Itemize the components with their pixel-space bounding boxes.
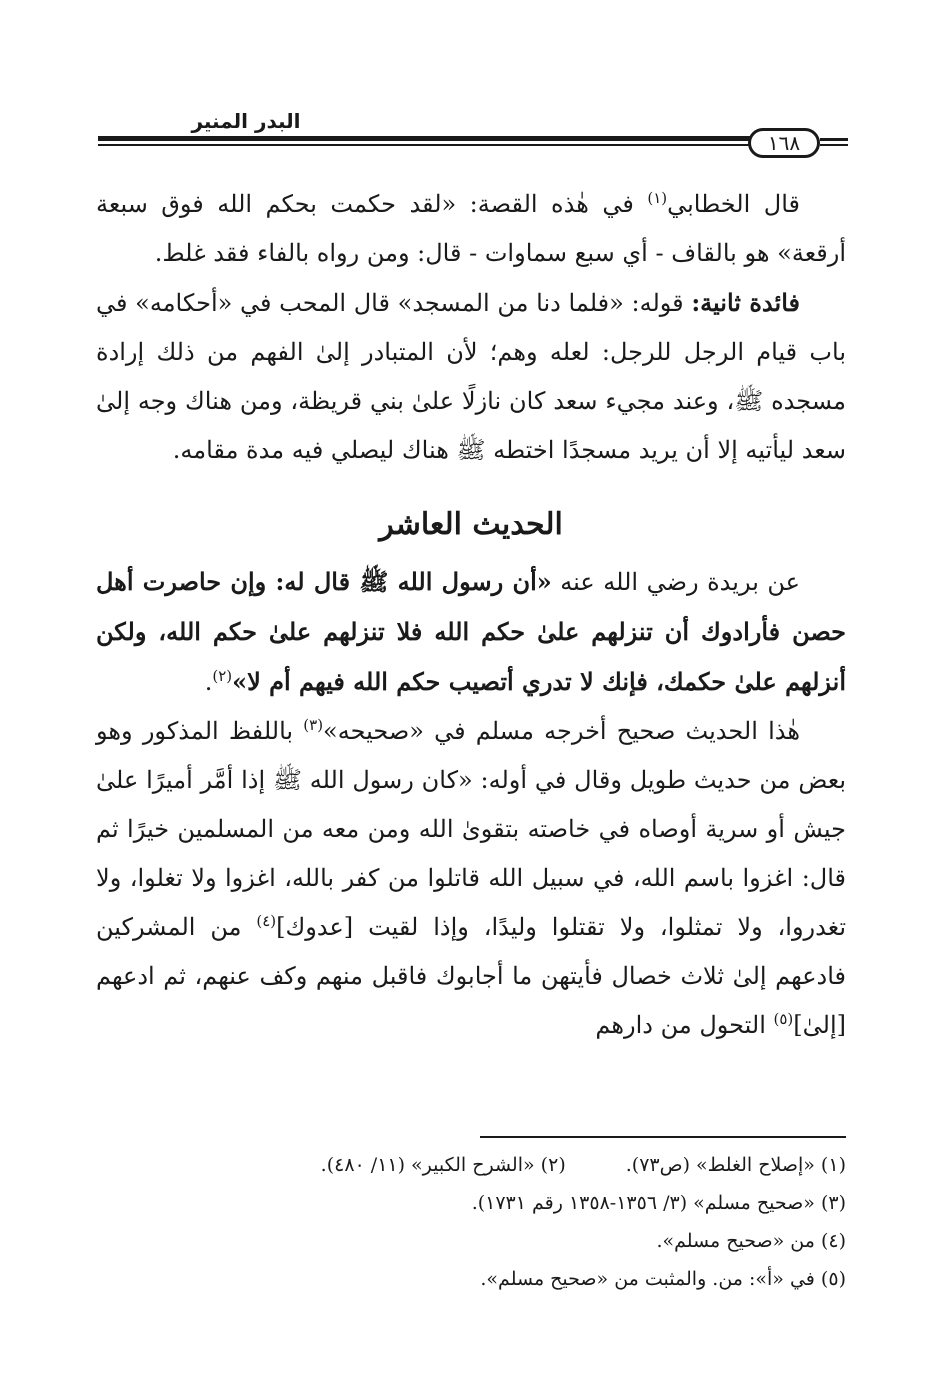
text-segment: باللفظ المذكور وهو بعض من حديث طويل وقال في أوله: «كان رسول الله ﷺ إذا أمَّر أميرًا علىٰ جيش أو سرية أوصاه في خاصته بتقوىٰ الله ومن معه من المسلمين خيرًا ثم قال: اغزوا باسم الله، في سبيل الله قاتلوا من كفر بالله، اغزوا ولا تغلوا، ولا تغدروا، ولا تمثلوا، ولا تقتلوا وليدًا، وإذا لقيت [عدوك] xyxy=(96,717,847,941)
footnote-ref: (٢) xyxy=(212,667,233,685)
text-segment: قال الخطابي xyxy=(667,190,800,218)
text-segment: قوله: «فلما دنا من المسجد» قال المحب في «أحكامه» في باب قيام الرجل للرجل: لعله وهم؛ لأن المتبادر إلىٰ الفهم من ذلك إرادة مسجده ﷺ، وعند مجيء سعد كان نازلًا علىٰ بني قريظة، ومن هناك وجه إلىٰ سعد ليأتيه إلا أن يريد مسجدًا اختطه ﷺ هناك ليصلي فيه مدة مقامه. xyxy=(96,289,846,464)
footnote-ref: (١) xyxy=(647,189,668,207)
footnote-ref: (٣) xyxy=(303,716,324,734)
page-number: ١٦٨ xyxy=(748,128,820,158)
footnote-row xyxy=(96,1146,846,1184)
footnote-2: (٢) «الشرح الكبير» (١١/ ٤٨٠). xyxy=(320,1154,566,1176)
footnote-1: (١) «إصلاح الغلط» (ص٧٣). xyxy=(625,1154,846,1176)
footnote-5: (٥) في «أ»: من. والمثبت من «صحيح مسلم». xyxy=(480,1268,846,1290)
text-segment: عن بريدة رضي الله عنه xyxy=(551,568,801,596)
header-rule-tail xyxy=(820,138,848,141)
footnote-ref: (٥) xyxy=(773,1010,794,1028)
benefit-label: فائدة ثانية: xyxy=(691,288,800,317)
paragraph-hadith xyxy=(96,557,846,707)
header-rule xyxy=(98,136,750,141)
text-segment: . xyxy=(204,668,213,696)
paragraph-khattabi xyxy=(96,180,846,278)
main-text xyxy=(96,180,846,1050)
text-segment: في هٰذه القصة: «لقد حكمت بحكم الله فوق سبعة أرقعة» هو بالقاف - أي سبع سماوات - قال: ومن رواه بالفاء فقد غلط. xyxy=(96,190,846,267)
running-title: البدر المنير xyxy=(191,109,301,133)
page-header xyxy=(98,108,850,158)
section-heading: الحديث العاشر xyxy=(379,507,563,542)
text-segment: من المشركين فادعهم إلىٰ ثلاث خصال فأيتهن ما أجابوك فاقبل منهم وكف عنهم، ثم ادعهم [إلىٰ] xyxy=(96,913,846,1039)
hadith-text: «أن رسول الله ﷺ قال له: وإن حاصرت أهل حصن فأرادوك أن تنزلهم علىٰ حكم الله فلا تنزلهم علىٰ حكم الله، ولكن أنزلهم علىٰ حكمك، فإنك لا تدري أتصيب حكم الله فيهم أم لا» xyxy=(96,567,846,696)
header-rule-tail-thin xyxy=(820,144,848,146)
header-rule-thin xyxy=(98,144,750,146)
footnotes xyxy=(96,1146,846,1298)
text-segment: التحول من دارهم xyxy=(595,1011,774,1039)
footnote-4: (٤) من «صحيح مسلم». xyxy=(656,1230,846,1252)
text-segment: هٰذا الحديث صحيح أخرجه مسلم في «صحيحه» xyxy=(323,717,800,745)
footnote-separator xyxy=(480,1136,846,1138)
footnote-ref: (٤) xyxy=(256,912,277,930)
footnote-3: (٣) «صحيح مسلم» (٣/ ١٣٥٦-١٣٥٨ رقم ١٧٣١). xyxy=(471,1192,846,1214)
paragraph-second-benefit xyxy=(96,278,846,475)
paragraph-commentary xyxy=(96,707,846,1050)
